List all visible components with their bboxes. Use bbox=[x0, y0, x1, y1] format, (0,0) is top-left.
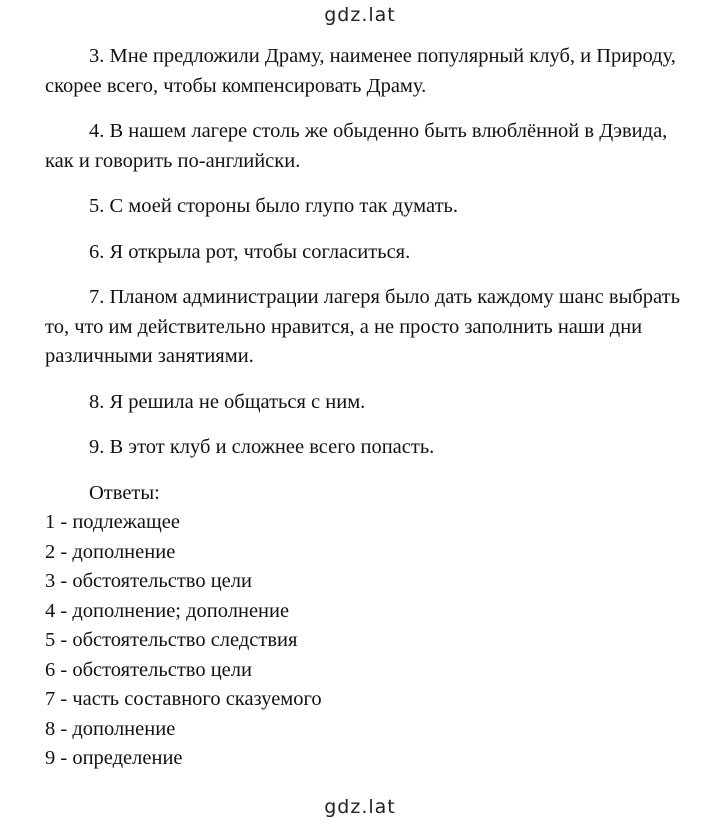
sentence-6: 6. Я открыла рот, чтобы согласиться. bbox=[89, 240, 411, 263]
answer-item: 8 - дополнение bbox=[45, 717, 176, 740]
answer-list bbox=[45, 508, 685, 774]
answer-item: 3 - обстоятельство цели bbox=[45, 570, 252, 592]
sentence-5: 5. С моей стороны было глупо так думать. bbox=[89, 195, 459, 217]
sentence-3: 3. Мне предложили Драму, наименее популярный клуб, и Природу, скорее всего, чтобы компенсировать Драму. bbox=[45, 45, 676, 97]
answer-item: 7 - часть составного сказуемого bbox=[45, 688, 322, 710]
watermark-top: gdz.lat bbox=[324, 4, 396, 26]
watermark-bottom: gdz.lat bbox=[324, 796, 396, 818]
sentence-4: 4. В нашем лагере столь же обыденно быть влюблённой в Дэвида, как и говорить по-английски. bbox=[45, 120, 668, 172]
answer-item: 2 - дополнение bbox=[45, 540, 176, 563]
sentence-7: 7. Планом администрации лагеря было дать каждому шанс выбрать то, что им действительно нравится, а не просто заполнить наши дни различными занятиями. bbox=[45, 286, 680, 367]
answer-item: 1 - подлежащее bbox=[45, 511, 180, 533]
answer-item: 5 - обстоятельство следствия bbox=[45, 629, 298, 651]
answer-item: 6 - обстоятельство цели bbox=[45, 658, 252, 681]
answer-item: 9 - определение bbox=[45, 747, 183, 769]
answers-title: Ответы: bbox=[89, 481, 160, 504]
sentence-8: 8. Я решила не общаться с ним. bbox=[89, 390, 366, 413]
document-body bbox=[45, 42, 685, 774]
sentence-9: 9. В этот клуб и сложнее всего попасть. bbox=[89, 436, 435, 458]
answer-item: 4 - дополнение; дополнение bbox=[45, 599, 290, 622]
